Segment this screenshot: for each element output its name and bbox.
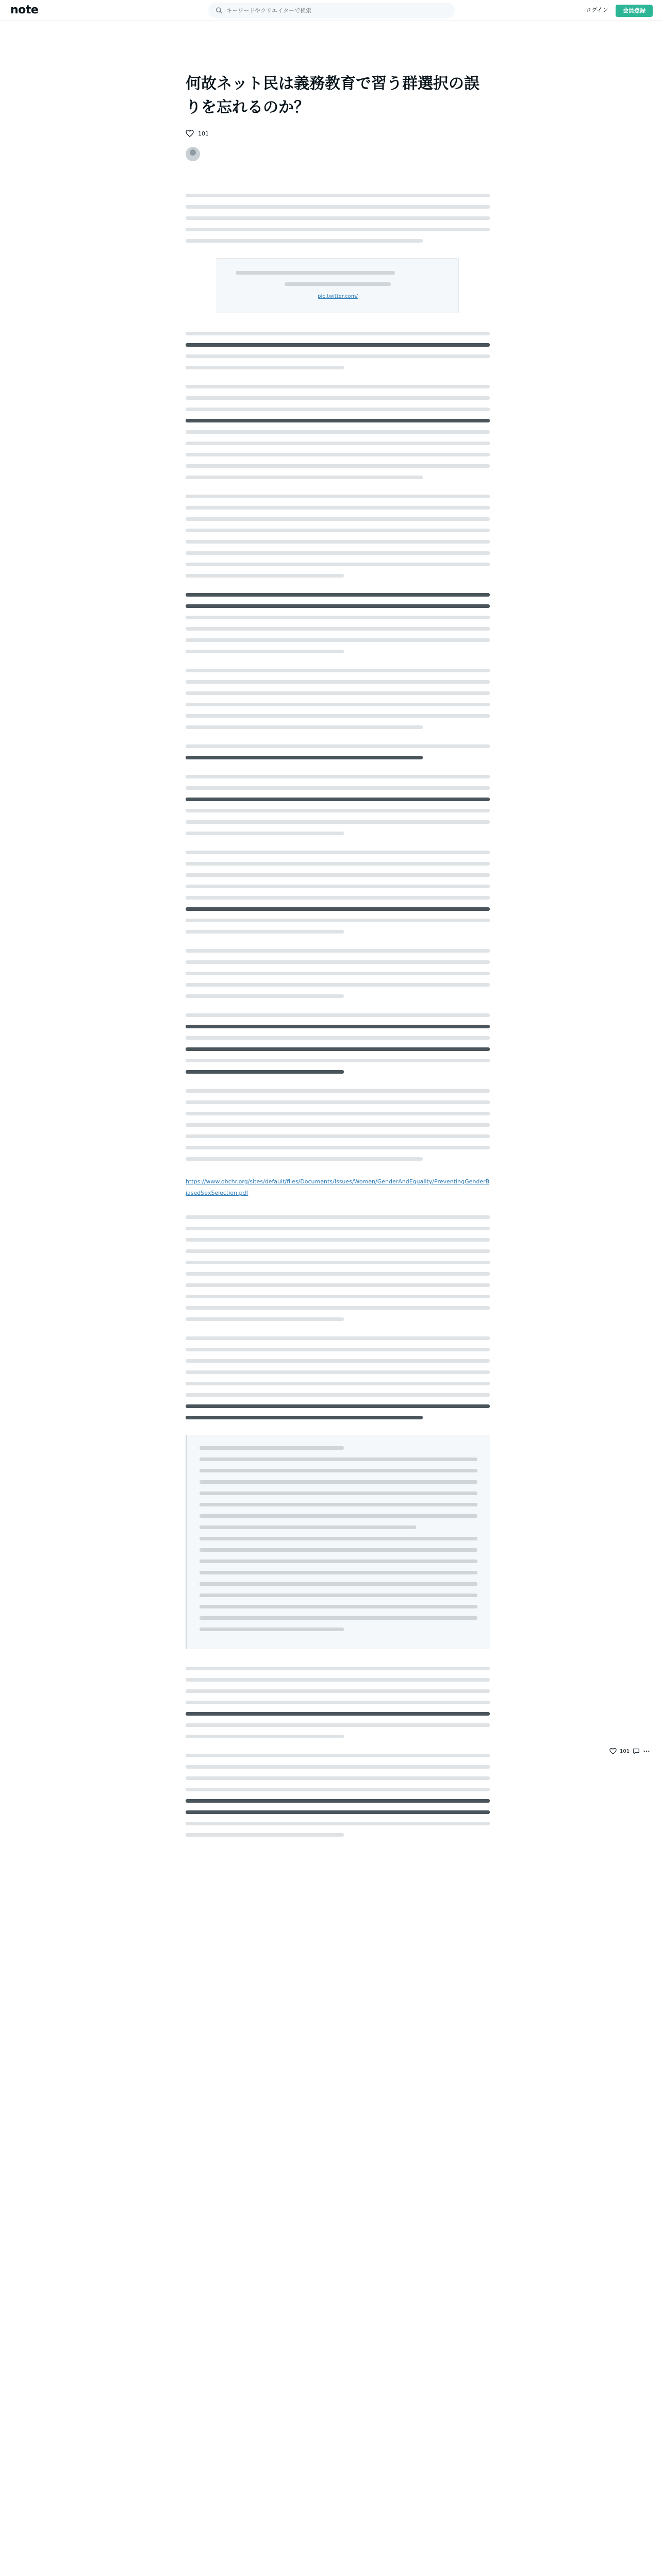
- article: [186, 72, 490, 1852]
- body-paragraph: [186, 1013, 490, 1074]
- note-logo[interactable]: note: [10, 4, 39, 16]
- article-title: 何故ネット民は義務教育で習う群選択の誤りを忘れるのか？: [186, 75, 479, 116]
- body-paragraph: [186, 949, 490, 998]
- comment-icon[interactable]: [633, 1748, 640, 1755]
- body-paragraph: [186, 775, 490, 835]
- like-row: [186, 128, 490, 139]
- heart-icon[interactable]: [186, 129, 194, 138]
- login-button[interactable]: ログイン: [581, 5, 613, 16]
- body-paragraph: [186, 669, 490, 729]
- quote-block: [186, 1435, 490, 1649]
- tweet-link[interactable]: pic.twitter.com/: [318, 294, 358, 299]
- body-paragraph: [186, 1754, 490, 1837]
- signup-button[interactable]: 会員登録: [616, 5, 653, 17]
- body-paragraph: [186, 1089, 490, 1161]
- body-paragraph: [186, 194, 490, 243]
- site-header: [0, 0, 662, 21]
- body-paragraph: [186, 851, 490, 934]
- body-paragraph: [186, 1667, 490, 1738]
- floating-reaction-bar: [609, 1748, 650, 1755]
- floating-like-count: 101: [620, 1748, 630, 1754]
- embedded-tweet[interactable]: [217, 258, 459, 313]
- body-paragraph: [186, 495, 490, 578]
- body-paragraph: [186, 1215, 490, 1321]
- body-paragraph: [186, 1336, 490, 1419]
- heart-icon[interactable]: [609, 1748, 617, 1755]
- body-paragraph: [186, 593, 490, 653]
- body-paragraph: [186, 332, 490, 369]
- body-paragraph: [186, 385, 490, 479]
- like-count: 101: [198, 130, 209, 137]
- more-icon[interactable]: [643, 1748, 650, 1755]
- search-box[interactable]: [208, 3, 455, 18]
- external-link[interactable]: https://www.ohchr.org/sites/default/files/Documents/Issues/Women/GenderAndEquality/PreventingGenderBiasedSexSelection.pdf: [186, 1178, 490, 1196]
- avatar[interactable]: [186, 147, 200, 161]
- author-row[interactable]: [186, 145, 490, 163]
- search-input[interactable]: [226, 7, 448, 14]
- search-icon: [216, 7, 222, 14]
- body-paragraph: [186, 744, 490, 759]
